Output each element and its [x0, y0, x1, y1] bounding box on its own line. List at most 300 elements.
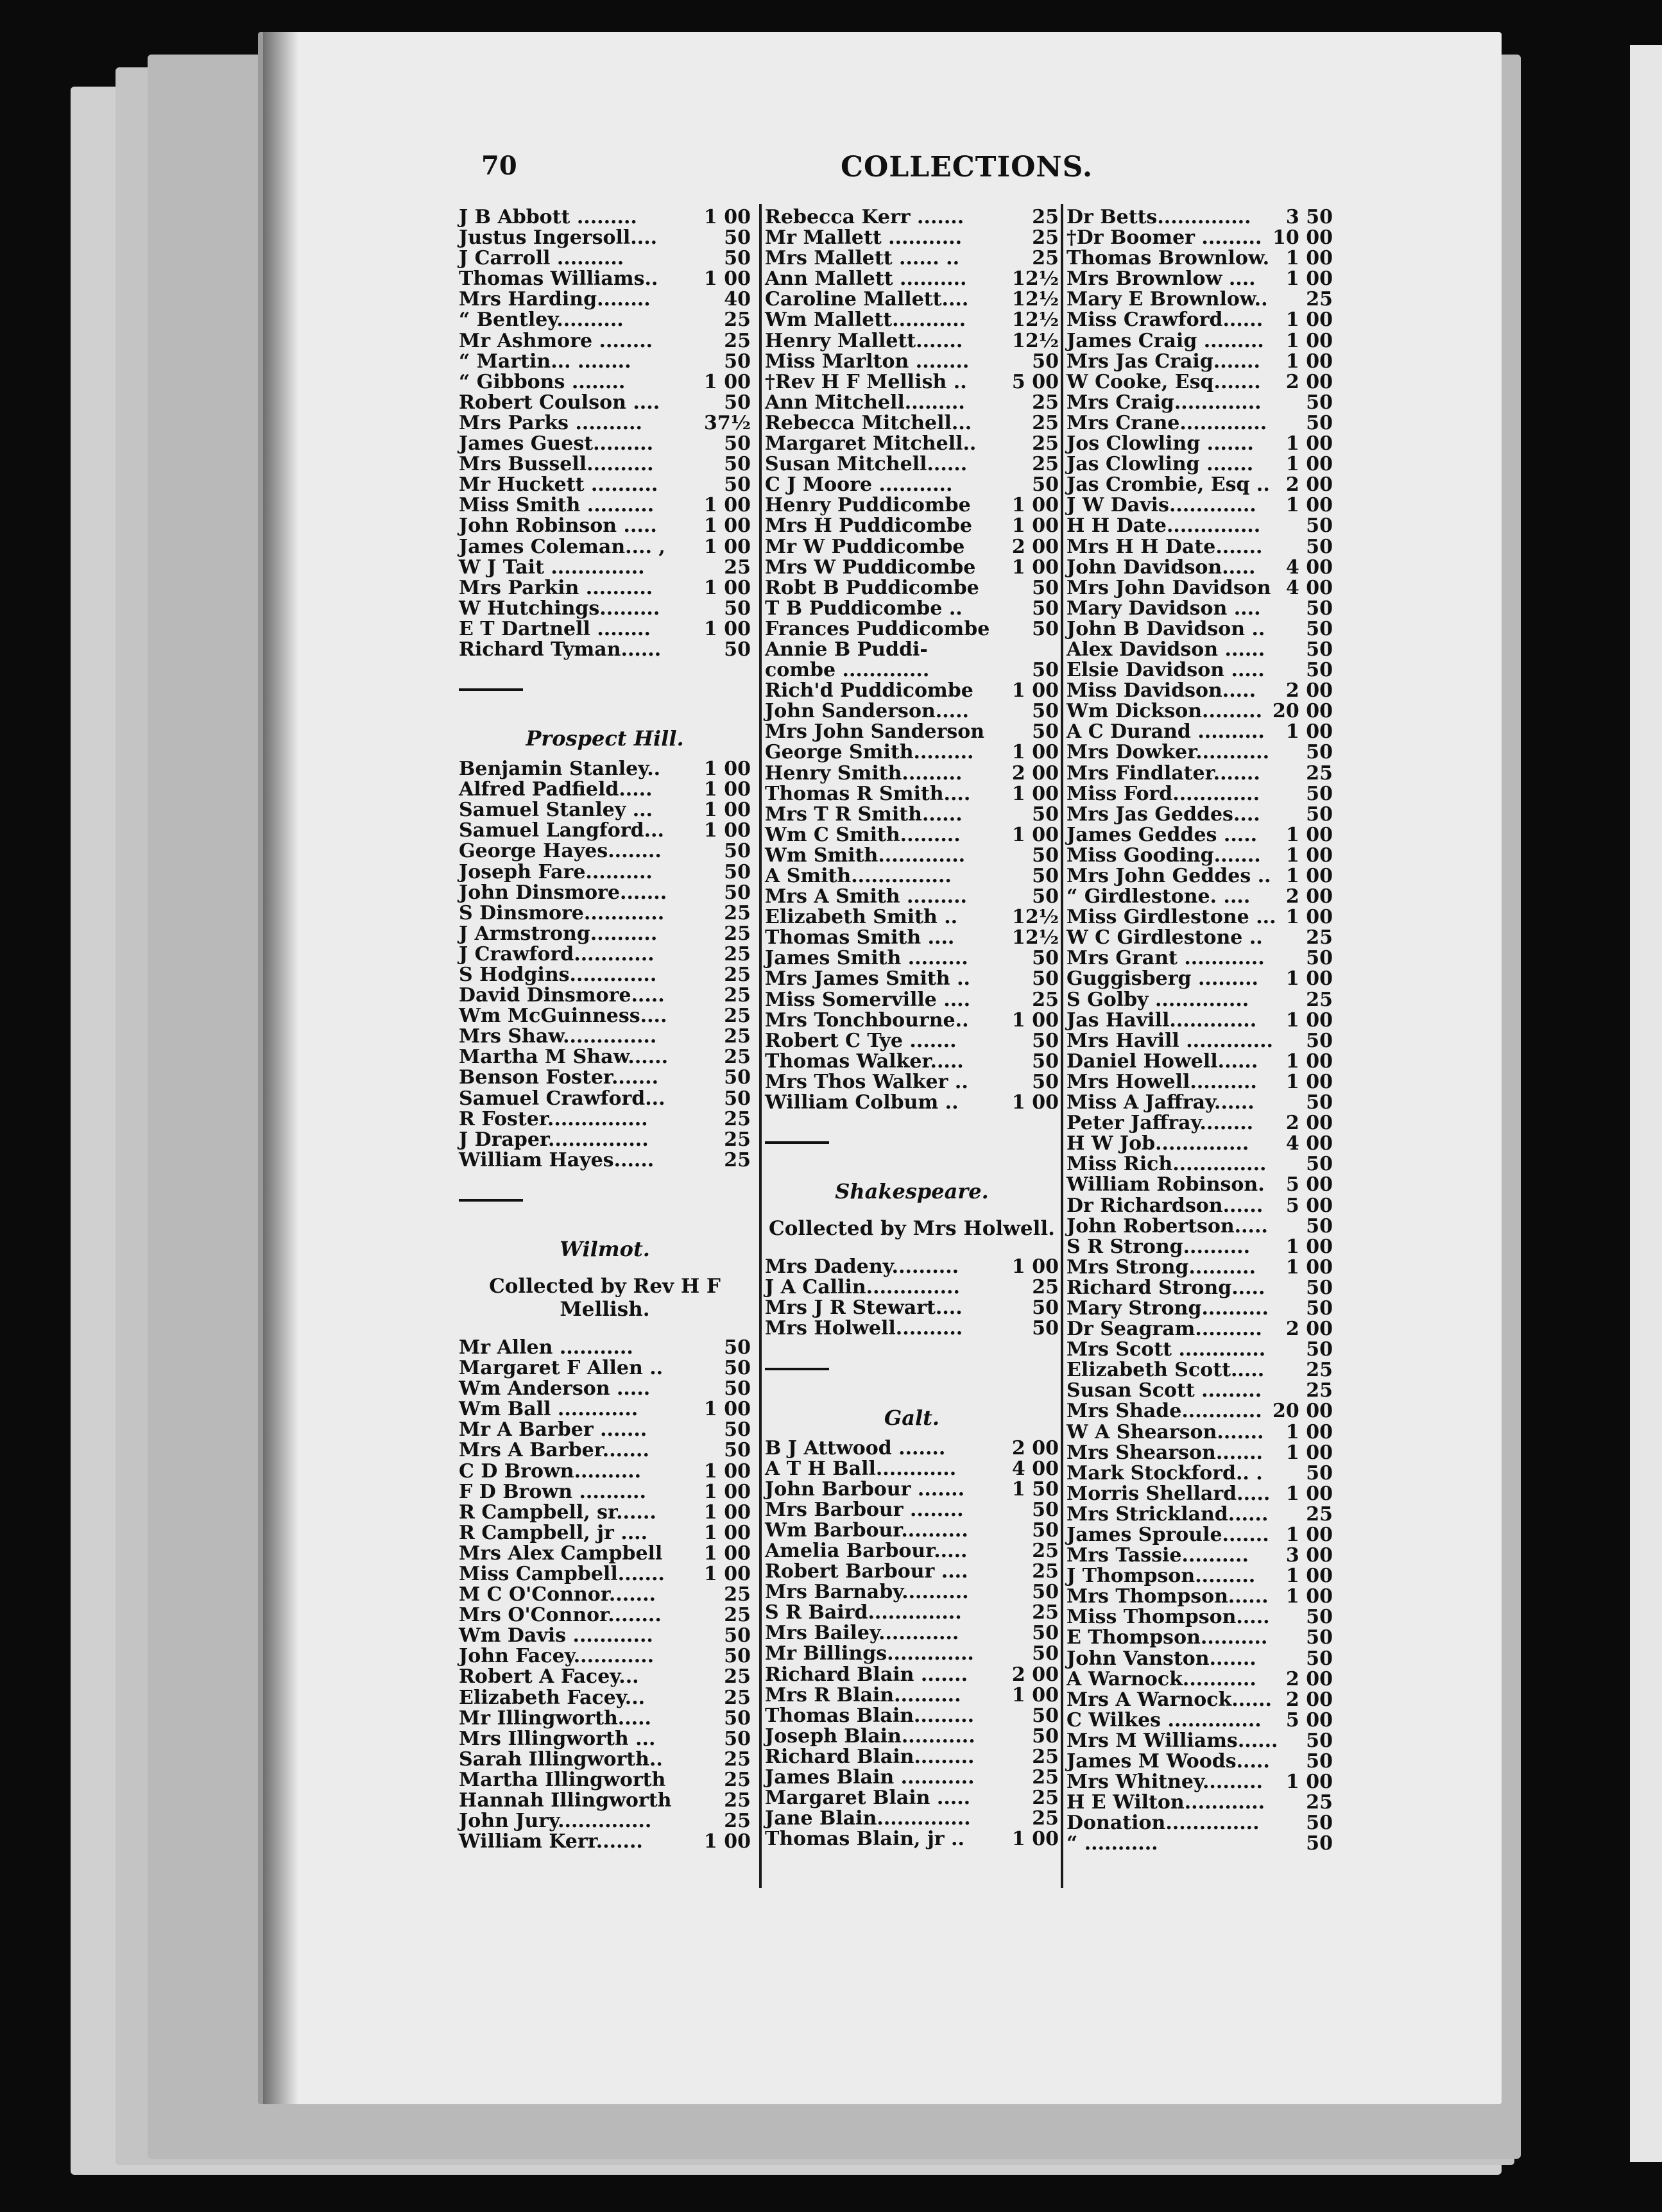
donation-amount: 25 [1032, 226, 1059, 250]
donation-amount: 50 [1306, 1214, 1333, 1238]
donor-name: W J Tait .............. [459, 556, 645, 579]
donation-amount: 25 [1032, 391, 1059, 414]
list-item [459, 393, 751, 413]
list-item [459, 495, 751, 516]
donation-amount: 50 [1032, 473, 1059, 497]
donation-amount: 1 00 [703, 576, 751, 599]
list-item [459, 1523, 751, 1544]
column-divider [759, 204, 762, 1888]
donor-name: †Rev H F Mellish .. [765, 370, 967, 393]
donor-name: F D Brown .......... [459, 1480, 646, 1503]
donor-name: Mrs Shearson....... [1067, 1441, 1263, 1464]
donation-amount: 2 00 [1285, 370, 1333, 393]
donor-name: Mrs Illingworth ... [459, 1727, 656, 1750]
donor-name: Mrs A Smith ......... [765, 885, 967, 908]
donation-amount: 25 [1306, 1502, 1333, 1526]
list-item [459, 248, 751, 269]
donor-name: Mrs Brownlow .... [1067, 268, 1256, 291]
donor-name: Robert Barbour .... [765, 1560, 968, 1583]
donation-amount: 50 [1032, 885, 1059, 908]
donation-amount: 25 [724, 1583, 751, 1606]
donor-name: W Cooke, Esq....... [1067, 370, 1261, 393]
donation-amount: 1 00 [1285, 844, 1333, 867]
list-item [1067, 578, 1333, 599]
donor-name: J Thompson......... [1067, 1565, 1256, 1588]
donation-amount: 25 [724, 1148, 751, 1171]
column-2 [765, 207, 1059, 1850]
list-item [1067, 701, 1333, 722]
list-item [459, 903, 751, 924]
donor-name: Caroline Mallett.... [765, 288, 969, 311]
donor-name: Wm C Smith......... [765, 823, 961, 846]
donor-name: Mrs Howell.......... [1067, 1070, 1257, 1093]
donation-amount: 1 00 [703, 1398, 751, 1421]
donation-amount: 12½ [1011, 906, 1059, 929]
donation-amount: 1 00 [1011, 1091, 1059, 1114]
donor-name: J W Davis............. [1067, 494, 1256, 517]
donor-name: C D Brown.......... [459, 1459, 642, 1483]
donor-name: Thomas Brownlow. [1067, 247, 1270, 270]
donation-amount: 50 [1032, 1704, 1059, 1727]
list-item [459, 1482, 751, 1502]
donor-name: R Foster............... [459, 1107, 648, 1130]
donor-name: R Campbell, sr...... [459, 1501, 656, 1524]
donation-amount: 50 [724, 391, 751, 414]
list-item [1067, 1669, 1333, 1690]
list-item [1067, 1237, 1333, 1257]
list-item [765, 578, 1059, 599]
donor-name: H W Job.............. [1067, 1132, 1249, 1155]
donor-name: Susan Mitchell...... [765, 453, 968, 476]
donor-name: S R Baird.............. [765, 1601, 962, 1624]
donor-name: Mrs A Barber....... [459, 1439, 649, 1462]
donor-name: C Wilkes .............. [1067, 1708, 1262, 1731]
donation-amount: 4 00 [1011, 1457, 1059, 1480]
donation-amount: 25 [724, 984, 751, 1007]
donor-name: C J Moore ........... [765, 473, 953, 497]
list-item [1067, 289, 1333, 310]
donor-name: Justus Ingersoll.... [459, 226, 658, 250]
list-item [1067, 1731, 1333, 1751]
donor-name: E Thompson.......... [1067, 1626, 1268, 1649]
list-item [765, 990, 1059, 1010]
list-item [765, 1603, 1059, 1623]
donor-name: T B Puddicombe .. [765, 597, 963, 620]
donor-name: Wm Davis ............ [459, 1624, 653, 1647]
donation-amount: 50 [1032, 1317, 1059, 1340]
donation-amount: 50 [1032, 1070, 1059, 1093]
list-item [1067, 1443, 1333, 1463]
donation-amount: 2 00 [1285, 1318, 1333, 1341]
list-item [1067, 1710, 1333, 1731]
donation-amount: 1 00 [1285, 865, 1333, 887]
list-item [1067, 372, 1333, 393]
donation-amount: 50 [724, 350, 751, 373]
donor-name: David Dinsmore..... [459, 984, 665, 1007]
donation-amount: 50 [1032, 597, 1059, 620]
donation-amount: 1 00 [1011, 679, 1059, 702]
donation-amount: 50 [724, 597, 751, 620]
donation-amount: 1 00 [1285, 1420, 1333, 1443]
list-item [765, 1479, 1059, 1500]
donation-amount: 50 [1032, 1724, 1059, 1748]
donor-name: James Smith ......... [765, 947, 968, 970]
donor-name: Mrs Jas Geddes.... [1067, 803, 1260, 826]
donor-name: “ ........... [1067, 1832, 1158, 1855]
list-item [459, 1585, 751, 1605]
donor-name: Mrs Strong.......... [1067, 1255, 1256, 1279]
donation-amount: 1 00 [1011, 515, 1059, 538]
donation-amount: 1 00 [1285, 247, 1333, 270]
donor-name: Mrs A Warnock...... [1067, 1688, 1272, 1711]
donation-amount: 50 [1032, 659, 1059, 682]
list-item [1067, 331, 1333, 352]
donor-name: Mrs Bailey............ [765, 1622, 959, 1645]
list-item [459, 1150, 751, 1171]
donation-amount: 1 00 [1011, 494, 1059, 517]
list-item [765, 928, 1059, 948]
list-item [1067, 516, 1333, 536]
donation-amount: 20 00 [1272, 700, 1333, 723]
donation-amount: 50 [1032, 617, 1059, 640]
list-item [1067, 1031, 1333, 1051]
list-item [1067, 1340, 1333, 1360]
section-rule [765, 1368, 829, 1370]
donor-name: Ann Mallett .......... [765, 268, 967, 291]
donation-amount: 1 00 [1285, 906, 1333, 929]
donation-amount: 50 [1306, 782, 1333, 805]
donation-amount: 50 [1306, 803, 1333, 826]
donation-amount: 50 [1306, 535, 1333, 558]
list-item [765, 1706, 1059, 1726]
donor-name: Benjamin Stanley.. [459, 758, 661, 781]
donor-name: Richard Blain ....... [765, 1663, 968, 1686]
list-item [765, 722, 1059, 742]
donation-amount: 25 [1306, 1379, 1333, 1402]
donation-amount: 25 [724, 901, 751, 924]
list-item [459, 1130, 751, 1150]
list-item [765, 969, 1059, 989]
donor-name: William Kerr....... [459, 1830, 643, 1853]
donor-name: Peter Jaffray........ [1067, 1112, 1254, 1135]
list-item [765, 310, 1059, 330]
donor-name: Mrs Dowker........... [1067, 741, 1270, 764]
donation-amount: 1 00 [703, 268, 751, 291]
donation-amount: 50 [1306, 391, 1333, 414]
list-item [765, 1277, 1059, 1298]
donor-name: John B Davidson .. [1067, 617, 1265, 640]
list-item [1067, 475, 1333, 495]
list-item [459, 640, 751, 660]
donor-name: William Robinson. [1067, 1173, 1265, 1196]
list-item [1067, 1196, 1333, 1216]
donation-amount: 25 [1032, 1560, 1059, 1583]
donor-name: Miss Girdlestone ... [1067, 906, 1276, 929]
list-item [459, 207, 751, 228]
list-item [459, 1708, 751, 1729]
list-item [459, 269, 751, 289]
donor-name: Mrs Grant ............ [1067, 947, 1265, 970]
donation-amount: 40 [724, 288, 751, 311]
donation-amount: 50 [724, 432, 751, 455]
list-item [765, 557, 1059, 578]
donor-name: “ Bentley.......... [459, 309, 624, 332]
donation-amount: 1 00 [703, 1459, 751, 1483]
list-item [459, 883, 751, 903]
donation-amount: 25 [1032, 1745, 1059, 1768]
donor-name: Wm Smith............. [765, 844, 966, 867]
donation-amount: 1 00 [1285, 1524, 1333, 1546]
donor-name: Mrs Thompson...... [1067, 1585, 1269, 1608]
list-item [459, 1646, 751, 1667]
list-item [1067, 495, 1333, 516]
list-item [1067, 1792, 1333, 1813]
list-item [459, 1832, 751, 1852]
donor-name: S R Strong.......... [1067, 1235, 1251, 1258]
list-item [459, 310, 751, 330]
donor-name: James M Woods..... [1067, 1750, 1270, 1773]
donation-amount: 25 [1032, 1787, 1059, 1810]
donation-amount: 20 00 [1272, 1400, 1333, 1423]
donor-name: Mr Huckett .......... [459, 473, 658, 497]
donor-name: Mrs M Williams...... [1067, 1729, 1278, 1752]
list-item [1067, 619, 1333, 640]
list-item [1067, 1525, 1333, 1545]
donation-amount: 25 [724, 1046, 751, 1069]
donation-amount: 25 [1306, 926, 1333, 949]
list-item [765, 537, 1059, 557]
list-item [1067, 1484, 1333, 1504]
donor-name: Mr Illingworth..... [459, 1706, 651, 1730]
list-item [1067, 537, 1333, 557]
list-item [765, 434, 1059, 454]
list-item [1067, 742, 1333, 763]
list-item [459, 1770, 751, 1791]
donation-amount: 25 [724, 1604, 751, 1627]
list-item [765, 331, 1059, 352]
donation-amount: 50 [1306, 1297, 1333, 1320]
list-item [1067, 1545, 1333, 1566]
donation-amount: 2 00 [1285, 473, 1333, 497]
list-item [459, 619, 751, 640]
donor-name: Mrs Dadeny.......... [765, 1255, 959, 1279]
donor-name: Rebecca Mitchell... [765, 411, 972, 434]
list-item [459, 1564, 751, 1585]
list-item [459, 372, 751, 393]
list-item [459, 1047, 751, 1068]
list-item [765, 1459, 1059, 1479]
list-item [765, 495, 1059, 516]
list-item [1067, 825, 1333, 846]
list-item [1067, 990, 1333, 1010]
donor-name: James Coleman.... , [459, 535, 665, 558]
list-item [765, 1788, 1059, 1808]
donation-amount: 1 00 [1285, 1050, 1333, 1073]
list-item [459, 944, 751, 965]
list-item [1067, 722, 1333, 742]
donation-amount: 50 [1032, 700, 1059, 723]
donor-name: combe ............. [765, 659, 930, 682]
donor-name: Martha Illingworth [459, 1768, 666, 1791]
list-item [765, 1438, 1059, 1459]
list-item [459, 1626, 751, 1646]
list-item [765, 1051, 1059, 1072]
donation-amount: 1 00 [1285, 1771, 1333, 1794]
donation-amount: 50 [1306, 515, 1333, 538]
donation-amount: 2 00 [1285, 1112, 1333, 1135]
donation-amount: 25 [724, 1748, 751, 1771]
donor-name: Jas Clowling ....... [1067, 453, 1254, 476]
list-item [459, 434, 751, 454]
donation-amount: 1 00 [1285, 1482, 1333, 1505]
donor-name: Mrs Parkin .......... [459, 576, 653, 599]
donor-name: Jane Blain.............. [765, 1807, 971, 1830]
list-item [765, 1808, 1059, 1829]
donation-amount: 2 00 [1011, 1436, 1059, 1459]
donor-name: Richard Strong..... [1067, 1276, 1265, 1299]
list-item [765, 763, 1059, 784]
donation-amount: 50 [1032, 1642, 1059, 1665]
list-item [459, 1605, 751, 1626]
list-item [765, 269, 1059, 289]
donor-name: Mrs Tassie.......... [1067, 1544, 1249, 1567]
donation-amount: 1 00 [703, 206, 751, 228]
list-item [459, 1667, 751, 1687]
donation-amount: 50 [1306, 659, 1333, 682]
donation-amount: 25 [724, 309, 751, 332]
donor-name: Mrs James Smith .. [765, 967, 970, 991]
donation-amount: 25 [724, 1768, 751, 1791]
donor-name: Mary E Brownlow.. [1067, 288, 1268, 311]
donor-name: Elizabeth Smith .. [765, 906, 958, 929]
list-item [765, 1561, 1059, 1582]
donor-name: H E Wilton............ [1067, 1791, 1265, 1814]
donation-amount: 50 [724, 1377, 751, 1400]
donor-name: Mrs Mallett ...... .. [765, 247, 960, 270]
list-item [765, 228, 1059, 248]
list-item [459, 759, 751, 779]
section-rule [459, 1199, 523, 1202]
donation-amount: 50 [724, 1706, 751, 1730]
donation-amount: 50 [1032, 803, 1059, 826]
donation-amount: 1 00 [1285, 1008, 1333, 1032]
donor-name: Miss Ford............. [1067, 782, 1260, 805]
list-item [765, 1093, 1059, 1113]
list-item [459, 1440, 751, 1461]
donation-amount: 1 00 [703, 758, 751, 781]
donation-amount: 1 00 [1285, 1070, 1333, 1093]
list-item [1067, 434, 1333, 454]
donation-amount: 25 [724, 1128, 751, 1151]
donor-name: Hannah Illingworth [459, 1789, 672, 1812]
donation-amount: 25 [1032, 1807, 1059, 1830]
list-item [765, 1318, 1059, 1339]
list-item [765, 887, 1059, 907]
donor-name: Mr A Barber ....... [459, 1418, 647, 1442]
list-item [765, 1072, 1059, 1093]
list-item [459, 800, 751, 821]
donation-amount: 5 00 [1285, 1194, 1333, 1217]
list-item [765, 846, 1059, 866]
donation-amount: 50 [1306, 1812, 1333, 1835]
donation-amount: 1 00 [703, 494, 751, 517]
donor-name: Mary Davidson .... [1067, 597, 1261, 620]
donor-name: Thomas Blain......... [765, 1704, 975, 1727]
donor-name: Mrs Alex Campbell [459, 1542, 663, 1565]
list-item [1067, 887, 1333, 907]
donation-amount: 1 00 [1011, 1683, 1059, 1706]
list-item [765, 1726, 1059, 1747]
donation-amount: 50 [1032, 1498, 1059, 1521]
gutter-shadow [263, 32, 298, 2104]
donation-amount: 3 50 [1285, 206, 1333, 228]
list-item [1067, 248, 1333, 269]
donor-name: Wm Anderson ..... [459, 1377, 651, 1400]
donation-amount: 50 [1306, 597, 1333, 620]
donation-amount: 2 00 [1011, 761, 1059, 785]
donor-name: Richard Tyman...... [459, 638, 662, 661]
donor-name: A T H Ball............ [765, 1457, 957, 1480]
list-item [459, 475, 751, 495]
list-item [1067, 948, 1333, 969]
donation-amount: 2 00 [1285, 1667, 1333, 1690]
donation-amount: 1 00 [703, 515, 751, 538]
donor-name: Mrs Shade............ [1067, 1400, 1262, 1423]
donation-amount: 50 [1306, 617, 1333, 640]
list-item [459, 1358, 751, 1379]
donation-amount: 25 [724, 964, 751, 986]
donation-amount: 2 00 [1285, 885, 1333, 908]
list-item [459, 1729, 751, 1749]
donor-name: W C Girdlestone .. [1067, 926, 1263, 949]
donor-name: Jas Crombie, Esq .. [1067, 473, 1270, 497]
donation-amount: 1 00 [1285, 1235, 1333, 1258]
donor-name: J Carroll .......... [459, 247, 624, 270]
donation-amount: 1 00 [1285, 1565, 1333, 1588]
donation-amount: 25 [1032, 432, 1059, 455]
donation-amount: 1 00 [703, 799, 751, 822]
list-item [459, 841, 751, 862]
section-heading: Prospect Hill. [526, 726, 684, 751]
donor-name: Robert A Facey... [459, 1665, 639, 1689]
list-item [1067, 1216, 1333, 1237]
donor-name: S Golby .............. [1067, 988, 1249, 1011]
donation-amount: 1 00 [703, 617, 751, 640]
donation-amount: 50 [1032, 1029, 1059, 1052]
donor-name: Margaret Mitchell.. [765, 432, 977, 455]
list-item [1067, 928, 1333, 948]
donor-name: W A Shearson....... [1067, 1420, 1264, 1443]
donation-amount: 1 00 [1011, 1255, 1059, 1279]
list-item [1067, 1154, 1333, 1175]
donor-name: John Sanderson..... [765, 700, 969, 723]
donation-amount: 1 00 [1285, 329, 1333, 352]
donor-name: Wm McGuinness.... [459, 1005, 667, 1028]
list-item [765, 207, 1059, 228]
list-item [1067, 1134, 1333, 1154]
donation-amount: 50 [1032, 947, 1059, 970]
list-item [765, 1685, 1059, 1706]
list-item [459, 779, 751, 800]
donor-name: A C Durand .......... [1067, 720, 1265, 744]
list-item [1067, 1649, 1333, 1669]
donation-amount: 1 00 [1285, 350, 1333, 373]
donation-amount: 50 [1032, 865, 1059, 887]
column-1 [459, 207, 751, 1852]
donation-amount: 50 [1306, 741, 1333, 764]
list-item [1067, 1422, 1333, 1443]
donor-name: S Dinsmore............ [459, 901, 665, 924]
